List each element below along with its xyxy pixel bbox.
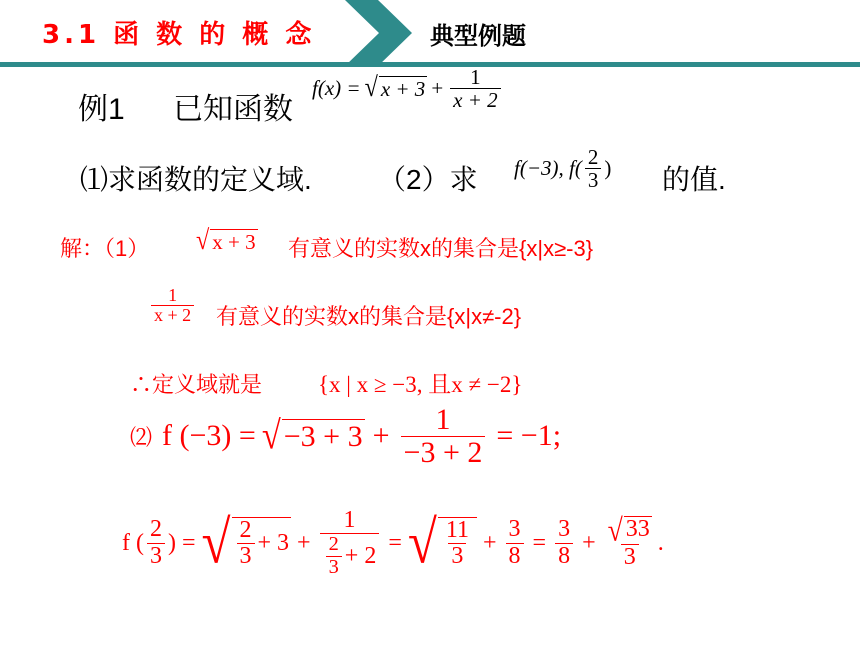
q2-expr-a: f(−3), f( xyxy=(514,156,582,181)
header-arrow-chevron xyxy=(345,0,412,66)
question-2-expression xyxy=(514,146,611,191)
sqrt-arg: x + 3 xyxy=(380,76,426,101)
formula-plus: + xyxy=(431,76,444,101)
solution-label: 解：（1） xyxy=(60,236,150,261)
part-2-frac-num: 1 xyxy=(435,403,451,436)
section-title: 3.1 函 数 的 概 念 xyxy=(42,20,316,50)
p3-sqrt-b: √ $\frac{11}{3}$ xyxy=(408,517,477,570)
p3-sqrt: √ $\frac{2}{3}$ + 3 xyxy=(201,509,290,576)
slide-heading: 典型例题 xyxy=(430,22,526,50)
part-2-sqrt: √ −3 + 3 xyxy=(261,413,363,458)
p3-c-num: 3 xyxy=(508,516,521,543)
solution-line-2-text: 有意义的实数x的集合是{x|x≠-2} xyxy=(216,304,522,329)
solution-line-3-text: ∴定义域就是 xyxy=(130,372,263,397)
example-number: 例1 xyxy=(78,93,125,126)
fraction-denominator: x + 2 xyxy=(450,88,501,111)
p3-f: f ( xyxy=(122,529,144,556)
p3-frac-a-num: 2 xyxy=(149,516,162,543)
part-2-equation xyxy=(130,404,561,468)
solution-fraction-2 xyxy=(148,286,197,325)
solution-line-1-text: 有意义的实数x的集合是{x|x≥-3} xyxy=(288,236,594,261)
solution-sqrt-1: √ x + 3 xyxy=(196,224,256,256)
q2-frac-num: 2 xyxy=(587,145,599,169)
part-2-plus: + xyxy=(372,419,390,452)
p3-frac-c xyxy=(506,517,524,568)
part-2-fraction xyxy=(401,404,486,468)
p3-plus-2: + xyxy=(482,529,497,556)
p3-b-num: 11 xyxy=(445,516,469,543)
p3-frac-a xyxy=(147,517,165,568)
p3-e-den: 3 xyxy=(621,544,639,570)
p3-e-sqrt: 33 xyxy=(625,516,650,543)
fraction-numerator: 1 xyxy=(470,65,481,89)
p3-inner-den: 3 xyxy=(326,556,342,578)
p3-c-den: 8 xyxy=(506,543,524,569)
p3-frac-d xyxy=(555,517,573,568)
part-2-lhs: f (−3) = xyxy=(162,419,256,452)
domain-set: {x | x ≥ −3, 且x ≠ −2} xyxy=(318,372,523,397)
part-2-sqrt-arg: −3 + 3 xyxy=(283,419,363,453)
p3-eq-1: = xyxy=(388,529,402,556)
p3-plus-1: + xyxy=(297,529,311,556)
p3-sqrt-den: 3 xyxy=(237,543,255,569)
formula-fraction xyxy=(450,66,501,111)
p3-b-den: 3 xyxy=(448,543,466,569)
question-1: ⑴求函数的定义域. xyxy=(80,164,312,195)
sqrt-term: √ x + 3 xyxy=(364,71,426,103)
p3-plus-3: + xyxy=(582,529,596,556)
question-2-prefix: （2）求 xyxy=(378,164,478,195)
part-2-rhs: = −1; xyxy=(496,419,562,452)
p3-inner-tail: + 2 xyxy=(344,542,377,569)
p3-sqrt-num: 2 xyxy=(239,516,252,543)
example-intro: 已知函数 xyxy=(173,93,294,126)
part-2-frac-den: −3 + 2 xyxy=(401,436,486,469)
question-2-suffix: 的值. xyxy=(662,164,726,195)
q2-fraction xyxy=(585,146,602,191)
p3-frac-e: √ 33 3 xyxy=(607,511,650,570)
part-2-label: ⑵ xyxy=(130,424,153,450)
p3-inner-num: 2 xyxy=(328,533,339,556)
p3-d-den: 8 xyxy=(555,543,573,569)
p3-end: . xyxy=(657,529,664,556)
formula-lhs: f(x) = xyxy=(312,76,361,101)
part-3-equation xyxy=(122,508,664,578)
p3-big-fraction xyxy=(320,508,380,578)
function-formula xyxy=(312,66,504,111)
solution-frac-2-num: 1 xyxy=(168,285,178,305)
q2-expr-b: ) xyxy=(604,156,612,181)
p3-big-num: 1 xyxy=(343,507,356,533)
q2-frac-den: 3 xyxy=(585,168,602,191)
solution-frac-2-den: x + 2 xyxy=(151,305,194,325)
solution-sqrt-1-arg: x + 3 xyxy=(212,230,256,255)
p3-frac-a-den: 3 xyxy=(147,543,165,569)
p3-d-num: 3 xyxy=(558,516,571,543)
p3-eq-2: = xyxy=(532,529,547,556)
p3-close: ) = xyxy=(167,529,196,556)
p3-sqrt-tail: + 3 xyxy=(257,530,290,556)
example-label xyxy=(78,84,293,128)
